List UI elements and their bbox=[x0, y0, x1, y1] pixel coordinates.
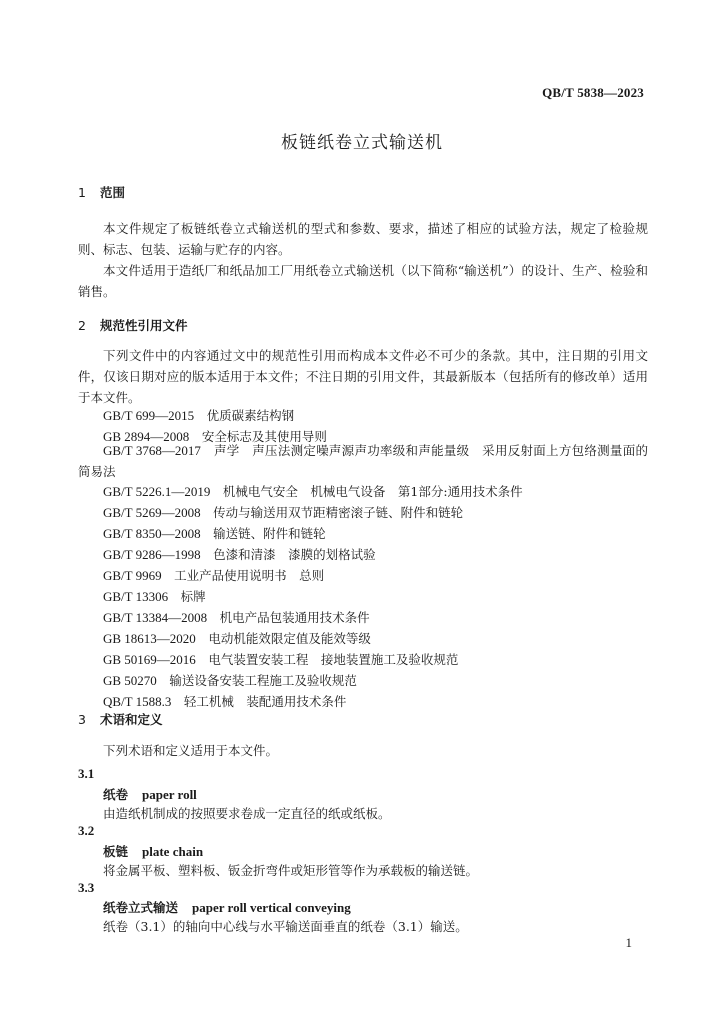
section-1-paragraph-1: 本文件规定了板链纸卷立式输送机的型式和参数、要求，描述了相应的试验方法，规定了检验规则、标志、包装、运输与贮存的内容。 bbox=[78, 221, 648, 257]
reference-title: 输送链、附件和链轮 bbox=[213, 526, 326, 541]
term-name bbox=[103, 898, 351, 916]
reference-item bbox=[103, 406, 294, 424]
document-title: 板链纸卷立式输送机 bbox=[281, 133, 443, 153]
reference-code: GB/T 5226.1—2019 bbox=[103, 484, 211, 499]
reference-title: 电气装置安装工程 接地装置施工及验收规范 bbox=[208, 652, 459, 667]
reference-item bbox=[103, 587, 206, 605]
reference-title: 传动与输送用双节距精密滚子链、附件和链轮 bbox=[213, 505, 464, 520]
reference-code: GB 2894—2008 bbox=[103, 429, 190, 444]
reference-title: 电动机能效限定值及能效等级 bbox=[208, 631, 371, 646]
term-en: paper roll bbox=[142, 787, 197, 802]
term-definition: 纸卷（3.1）的轴向中心线与水平输送面垂直的纸卷（3.1）输送。 bbox=[103, 919, 468, 934]
term-name bbox=[103, 785, 197, 803]
reference-code: GB/T 9969 bbox=[103, 568, 162, 583]
section-number: 1 bbox=[78, 185, 86, 200]
section-2-heading bbox=[78, 316, 188, 334]
term-number: 3.2 bbox=[78, 823, 95, 838]
reference-code: GB/T 8350—2008 bbox=[103, 526, 201, 541]
term-number: 3.3 bbox=[78, 880, 95, 895]
reference-title: 工业产品使用说明书 总则 bbox=[174, 568, 325, 583]
reference-title: 优质碳素结构钢 bbox=[206, 408, 295, 423]
reference-title: 标牌 bbox=[180, 589, 206, 604]
reference-title: 色漆和清漆 漆膜的划格试验 bbox=[213, 547, 376, 562]
term-zh: 板链 bbox=[103, 844, 129, 859]
term-en: plate chain bbox=[142, 844, 204, 859]
section-2-intro: 下列文件中的内容通过文中的规范性引用而构成本文件必不可少的条款。其中，注日期的引用文件，仅该日期对应的版本适用于本文件；不注日期的引用文件，其最新版本（包括所有的修改单）适用于本文件。 bbox=[78, 348, 648, 405]
section-number: 2 bbox=[78, 318, 86, 333]
term-definition: 将金属平板、塑料板、钣金折弯件或矩形管等作为承载板的输送链。 bbox=[103, 863, 479, 878]
reference-code: GB/T 13306 bbox=[103, 589, 169, 604]
reference-code: GB 50270 bbox=[103, 673, 157, 688]
term-definition: 由造纸机制成的按照要求卷成一定直径的纸或纸板。 bbox=[103, 806, 391, 821]
reference-title: 机械电气安全 机械电气设备 第1部分:通用技术条件 bbox=[222, 484, 523, 499]
reference-item bbox=[103, 608, 370, 626]
reference-item bbox=[103, 503, 463, 521]
reference-code: GB/T 5269—2008 bbox=[103, 505, 201, 520]
reference-item bbox=[103, 671, 357, 689]
term-zh: 纸卷 bbox=[103, 787, 129, 802]
reference-item bbox=[103, 650, 458, 668]
standard-code: QB/T 5838—2023 bbox=[542, 85, 644, 100]
reference-title: 输送设备安装工程施工及验收规范 bbox=[169, 673, 357, 688]
page-number: 1 bbox=[625, 935, 632, 950]
reference-item bbox=[78, 440, 648, 482]
reference-code: GB 50169—2016 bbox=[103, 652, 196, 667]
section-title: 术语和定义 bbox=[100, 712, 163, 727]
reference-code: GB 18613—2020 bbox=[103, 631, 196, 646]
section-1-heading bbox=[78, 183, 125, 201]
reference-title: 轻工机械 装配通用技术条件 bbox=[183, 694, 347, 709]
section-number: 3 bbox=[78, 712, 86, 727]
reference-item bbox=[103, 692, 346, 710]
section-title: 范围 bbox=[100, 185, 126, 200]
reference-item bbox=[103, 524, 326, 542]
reference-code: GB/T 9286—1998 bbox=[103, 547, 201, 562]
reference-item bbox=[103, 482, 523, 500]
reference-item bbox=[103, 629, 371, 647]
section-1-paragraph-2: 本文件适用于造纸厂和纸品加工厂用纸卷立式输送机（以下简称“输送机”）的设计、生产、检验和销售。 bbox=[78, 263, 648, 299]
reference-code: GB/T 699—2015 bbox=[103, 408, 195, 423]
reference-title: 机电产品包装通用技术条件 bbox=[219, 610, 370, 625]
reference-title: 安全标志及其使用导则 bbox=[201, 429, 327, 444]
section-3-heading bbox=[78, 710, 163, 728]
section-title: 规范性引用文件 bbox=[100, 318, 188, 333]
term-en: paper roll vertical conveying bbox=[192, 900, 351, 915]
term-zh: 纸卷立式输送 bbox=[103, 900, 179, 915]
reference-code: GB/T 13384—2008 bbox=[103, 610, 208, 625]
section-3-intro: 下列术语和定义适用于本文件。 bbox=[103, 743, 279, 758]
term-number: 3.1 bbox=[78, 766, 95, 781]
reference-code: GB/T 3768—2017 bbox=[103, 443, 201, 458]
reference-item bbox=[103, 545, 376, 563]
term-name bbox=[103, 842, 203, 860]
reference-title: 声学 声压法测定噪声源声功率级和声能量级 采用反射面上方包络测量面的简易法 bbox=[78, 443, 648, 479]
reference-item bbox=[103, 566, 324, 584]
reference-code: QB/T 1588.3 bbox=[103, 694, 172, 709]
